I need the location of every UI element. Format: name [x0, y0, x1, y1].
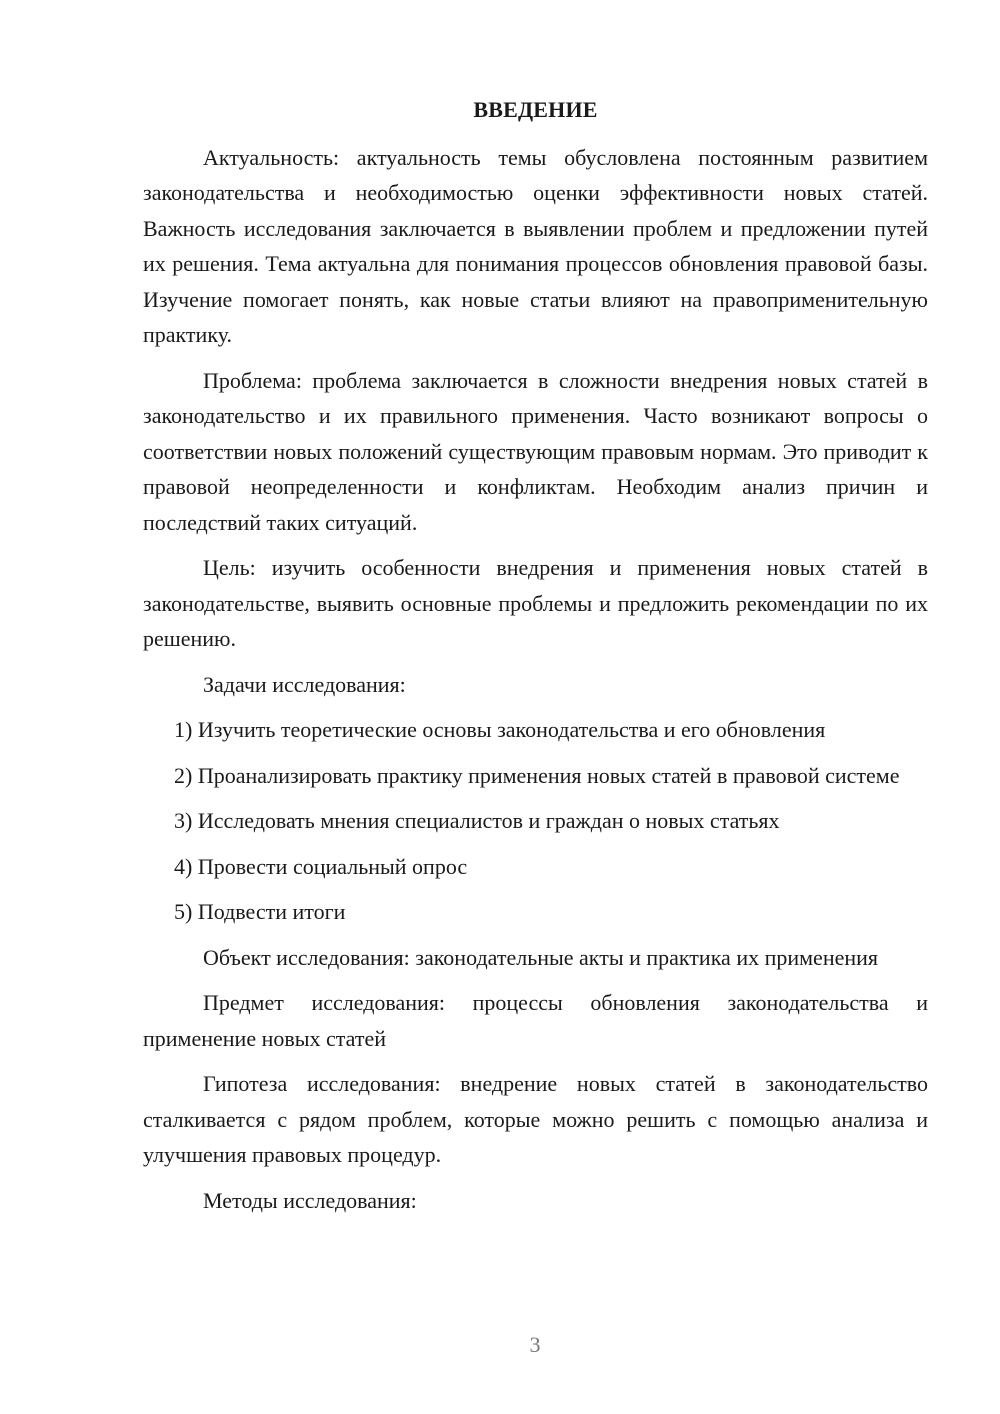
goal-paragraph: Цель: изучить особенности внедрения и применения новых статей в законодательстве, выявить основные проблемы и предложить рекомендации по их решению.	[143, 555, 928, 651]
task-number: 1)	[174, 717, 193, 742]
task-number: 4)	[174, 853, 193, 879]
task-number: 2)	[174, 762, 193, 788]
object-paragraph: Объект исследования: законодательные акты и практика их применения	[203, 944, 879, 970]
task-item	[143, 712, 928, 748]
task-text: Провести социальный опрос	[197, 853, 468, 879]
hypothesis-paragraph: Гипотеза исследования: внедрение новых статей в законодательство сталкивается с рядом проблем, которые можно решить с помощью анализа и улучшения правовых процедур.	[143, 1071, 928, 1167]
problem-paragraph: Проблема: проблема заключается в сложности внедрения новых статей в законодательство и их правильного применения. Часто возникают вопросы о соответствии новых положений существующим правовым нормам. Это приводит к правовой неопределенности и конфликтам. Необходим анализ причин и последствий таких ситуаций.	[143, 367, 928, 535]
task-number: 5)	[174, 899, 193, 924]
section-title: ВВЕДЕНИЕ	[473, 97, 598, 122]
tasks-heading: Задачи исследования:	[203, 671, 406, 697]
task-item	[143, 894, 928, 930]
task-text: Подвести итоги	[197, 899, 346, 924]
task-text: Проанализировать практику применения новых статей в правовой системе	[197, 762, 900, 788]
page-content	[143, 92, 928, 1228]
methods-heading: Методы исследования:	[203, 1187, 417, 1213]
page-number: 3	[529, 1332, 541, 1357]
task-text: Изучить теоретические основы законодательства и его обновления	[197, 717, 826, 742]
subject-paragraph: Предмет исследования: процессы обновления законодательства и применение новых статей	[143, 990, 928, 1051]
task-text: Исследовать мнения специалистов и граждан о новых статьях	[197, 808, 780, 833]
task-item	[143, 849, 928, 885]
task-item	[143, 758, 928, 794]
task-item	[143, 803, 928, 839]
relevance-paragraph: Актуальность: актуальность темы обусловлена постоянным развитием законодательства и необходимостью оценки эффективности новых статей. Важность исследования заключается в выявлении проблем и предложении путей их решения. Тема актуальна для понимания процессов обновления правовой базы. Изучение помогает понять, как новые статьи влияют на правоприменительную практику.	[143, 144, 928, 347]
task-number: 3)	[174, 808, 193, 833]
